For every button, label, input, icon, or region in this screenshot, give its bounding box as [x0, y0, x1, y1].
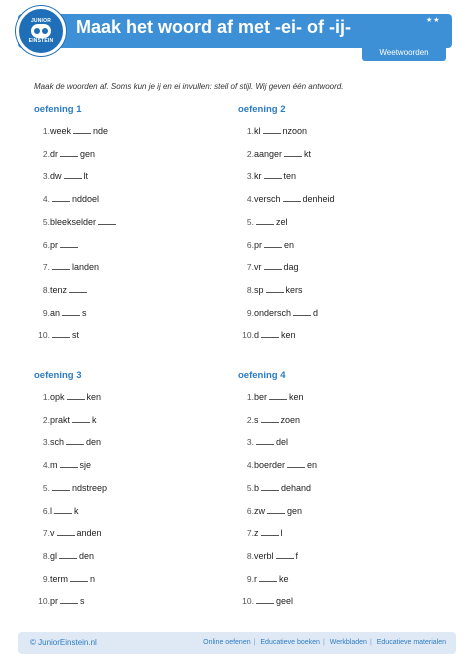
- fill-in-blank[interactable]: [293, 308, 311, 316]
- item-word: [254, 285, 303, 295]
- item-number: 3.: [246, 171, 254, 182]
- exercise-item: [238, 573, 289, 588]
- fill-in-blank[interactable]: [283, 194, 301, 202]
- exercise-title: oefening 2: [238, 104, 286, 115]
- exercise-item: [238, 528, 283, 542]
- item-number: 8.: [246, 550, 254, 561]
- word-prefix: bleekselder: [50, 216, 97, 227]
- exercise-title: oefening 4: [238, 370, 286, 381]
- item-word: [254, 217, 288, 227]
- word-suffix: n: [90, 573, 96, 584]
- word-prefix: tenz: [50, 284, 68, 295]
- word-suffix: ndstreep: [72, 482, 108, 493]
- fill-in-blank[interactable]: [98, 217, 116, 225]
- item-word: [254, 460, 317, 470]
- word-prefix: kr: [254, 171, 262, 182]
- exercise-item: [238, 284, 303, 299]
- exercise-item: [238, 307, 319, 322]
- exercise-item: [238, 550, 299, 565]
- word-suffix: k: [92, 414, 97, 425]
- exercise-item: [238, 171, 297, 185]
- fill-in-blank[interactable]: [60, 596, 78, 604]
- footer-links: Online oefenen | Educatieve boeken | Werkbladen | Educatieve materialen: [203, 639, 446, 646]
- item-number: 7.: [42, 528, 50, 539]
- word-suffix: landen: [72, 262, 100, 273]
- item-number: 5.: [42, 216, 50, 227]
- item-number: 7.: [42, 262, 50, 273]
- word-prefix: b: [254, 482, 260, 493]
- word-suffix: geel: [276, 596, 294, 607]
- exercise-item: [238, 596, 294, 610]
- word-suffix: zoen: [280, 414, 301, 425]
- fill-in-blank[interactable]: [62, 308, 80, 316]
- fill-in-blank[interactable]: [59, 551, 77, 559]
- fill-in-blank[interactable]: [287, 460, 305, 468]
- fill-in-blank[interactable]: [261, 415, 279, 423]
- word-prefix: m: [50, 460, 58, 471]
- item-number: 10.: [242, 330, 254, 341]
- item-word: [50, 330, 79, 340]
- word-suffix: gen: [80, 148, 96, 159]
- word-suffix: en: [307, 460, 318, 471]
- exercise-title: oefening 1: [34, 104, 82, 115]
- fill-in-blank[interactable]: [52, 330, 70, 338]
- fill-in-blank[interactable]: [60, 240, 78, 248]
- exercise-item: [34, 550, 95, 565]
- word-prefix: kl: [254, 126, 261, 136]
- exercise-item: [34, 482, 108, 497]
- item-number: 3.: [42, 437, 50, 448]
- item-number: 9.: [246, 573, 254, 584]
- word-prefix: an: [50, 307, 61, 318]
- fill-in-blank[interactable]: [52, 262, 70, 270]
- word-prefix: boerder: [254, 460, 286, 471]
- word-prefix: prakt: [50, 414, 71, 425]
- word-prefix: ber: [254, 392, 268, 402]
- word-suffix: den: [86, 437, 102, 448]
- item-number: 10.: [242, 596, 254, 607]
- item-word: [50, 194, 99, 204]
- item-number: 5.: [246, 482, 254, 493]
- item-number: 1.: [246, 126, 254, 136]
- item-word: [50, 415, 97, 425]
- fill-in-blank[interactable]: [73, 126, 91, 134]
- item-number: 9.: [246, 307, 254, 318]
- item-number: 6.: [246, 239, 254, 250]
- category-tag: Weetwoorden: [362, 43, 446, 61]
- word-prefix: l: [50, 505, 52, 516]
- item-word: [50, 437, 101, 447]
- exercise-item: [34, 194, 100, 208]
- exercise-item: [34, 148, 96, 163]
- word-prefix: sch: [50, 437, 65, 448]
- fill-in-blank[interactable]: [259, 574, 277, 582]
- exercise-item: [34, 126, 109, 140]
- item-word: [254, 437, 288, 447]
- word-suffix: ken: [86, 392, 102, 402]
- word-prefix: dr: [50, 148, 59, 159]
- item-word: [50, 506, 79, 516]
- exercise-item: [238, 148, 312, 163]
- footer-link-online-oefenen[interactable]: Online oefenen: [203, 639, 251, 646]
- item-number: 4.: [246, 194, 254, 205]
- logo-text-bottom: EINSTEIN: [28, 38, 54, 44]
- footer: [18, 632, 456, 654]
- exercise-item: [238, 482, 312, 497]
- item-word: [50, 596, 85, 606]
- fill-in-blank[interactable]: [64, 171, 82, 179]
- word-suffix: zel: [276, 216, 288, 227]
- item-word: [254, 171, 296, 181]
- item-word: [254, 330, 296, 340]
- exercise-item: [238, 414, 301, 429]
- word-prefix: vr: [254, 262, 262, 273]
- fill-in-blank[interactable]: [72, 415, 90, 423]
- fill-in-blank[interactable]: [52, 194, 70, 202]
- fill-in-blank[interactable]: [60, 460, 78, 468]
- item-word: [50, 551, 94, 561]
- exercise-item: [34, 284, 68, 299]
- footer-link-educatieve-boeken[interactable]: Educatieve boeken: [260, 639, 320, 646]
- exercise-title: oefening 3: [34, 370, 82, 381]
- word-suffix: kt: [304, 148, 312, 159]
- fill-in-blank[interactable]: [266, 285, 284, 293]
- item-number: 2.: [246, 148, 254, 159]
- item-number: 7.: [246, 262, 254, 273]
- item-word: [50, 262, 99, 272]
- fill-in-blank[interactable]: [264, 240, 282, 248]
- word-prefix: aanger: [254, 148, 283, 159]
- word-suffix: ken: [281, 330, 296, 341]
- item-number: 1.: [42, 126, 50, 136]
- word-prefix: verbl: [254, 550, 274, 561]
- footer-site-link[interactable]: © JuniorEinstein.nl: [30, 638, 97, 647]
- item-word: [50, 574, 95, 584]
- item-number: 1.: [246, 392, 254, 402]
- exercise-item: [34, 216, 97, 231]
- word-suffix: nzoon: [282, 126, 308, 136]
- item-word: [254, 528, 283, 538]
- item-word: [50, 308, 87, 318]
- word-suffix: lt: [83, 171, 89, 182]
- exercise-item: [238, 330, 296, 344]
- exercise-item: [34, 330, 80, 344]
- item-word: [50, 392, 101, 402]
- exercise-item: [34, 307, 87, 322]
- exercise-item: [34, 171, 89, 185]
- exercise-item: [34, 505, 79, 520]
- word-suffix: f: [295, 550, 299, 561]
- word-prefix: opk: [50, 392, 65, 402]
- exercise-item: [34, 528, 102, 542]
- word-suffix: sje: [79, 460, 92, 471]
- exercise-item: [34, 437, 102, 451]
- item-word: [254, 415, 300, 425]
- item-word: [254, 126, 307, 136]
- word-prefix: sp: [254, 284, 264, 295]
- fill-in-blank[interactable]: [69, 285, 87, 293]
- fill-in-blank[interactable]: [276, 551, 294, 559]
- word-suffix: gen: [287, 505, 303, 516]
- item-number: 4.: [42, 194, 50, 205]
- word-suffix: dehand: [281, 482, 312, 493]
- exercise-item: [238, 216, 288, 231]
- fill-in-blank[interactable]: [261, 528, 279, 536]
- item-word: [50, 528, 102, 538]
- item-number: 9.: [42, 573, 50, 584]
- fill-in-blank[interactable]: [256, 217, 274, 225]
- fill-in-blank[interactable]: [267, 506, 285, 514]
- fill-in-blank[interactable]: [70, 574, 88, 582]
- item-number: 5.: [246, 216, 254, 227]
- word-prefix: dw: [50, 171, 62, 182]
- star-rating-icon: ★★: [426, 17, 441, 24]
- item-word: [50, 285, 89, 295]
- word-suffix: ken: [289, 392, 304, 402]
- word-prefix: zw: [254, 505, 265, 516]
- word-prefix: z: [254, 528, 259, 539]
- word-suffix: d: [313, 307, 319, 318]
- item-number: 9.: [42, 307, 50, 318]
- item-number: 8.: [42, 550, 50, 561]
- item-number: 4.: [246, 460, 254, 471]
- item-word: [50, 126, 108, 136]
- word-prefix: r: [254, 573, 257, 584]
- item-number: 3.: [42, 171, 50, 182]
- word-suffix: l: [280, 528, 283, 539]
- exercise-3: [34, 370, 234, 607]
- word-suffix: en: [284, 239, 295, 250]
- exercise-item: [34, 573, 96, 588]
- word-prefix: versch: [254, 194, 281, 205]
- fill-in-blank[interactable]: [256, 437, 274, 445]
- word-suffix: denheid: [302, 194, 335, 205]
- item-word: [254, 392, 304, 402]
- word-suffix: kers: [285, 284, 303, 295]
- item-number: 10.: [38, 596, 50, 607]
- word-suffix: st: [72, 330, 80, 341]
- exercise-item: [238, 437, 289, 451]
- word-prefix: pr: [50, 596, 59, 607]
- word-suffix: k: [74, 505, 79, 516]
- word-prefix: gl: [50, 550, 58, 561]
- word-prefix: s: [254, 414, 259, 425]
- item-number: 3.: [246, 437, 254, 448]
- item-word: [254, 262, 299, 272]
- item-number: 8.: [246, 284, 254, 295]
- item-number: 4.: [42, 460, 50, 471]
- fill-in-blank[interactable]: [284, 149, 302, 157]
- junior-einstein-logo: [16, 6, 66, 56]
- item-number: 2.: [246, 414, 254, 425]
- fill-in-blank[interactable]: [263, 126, 281, 134]
- exercise-2: [238, 104, 438, 341]
- word-suffix: nddoel: [72, 194, 100, 205]
- exercise-item: [238, 239, 295, 254]
- word-suffix: s: [82, 307, 87, 318]
- item-number: 7.: [246, 528, 254, 539]
- word-prefix: d: [254, 330, 260, 341]
- item-number: 10.: [38, 330, 50, 341]
- exercise-item: [34, 596, 85, 610]
- exercise-item: [238, 194, 335, 208]
- item-word: [254, 574, 289, 584]
- exercise-item: [238, 460, 318, 474]
- instructions-text: Maak de woorden af. Soms kun je ij en ei invullen: steil of stijl. Wij geven één antwoord.: [34, 82, 344, 91]
- item-word: [50, 240, 80, 250]
- word-suffix: den: [79, 550, 95, 561]
- item-word: [254, 596, 293, 606]
- exercise-item: [34, 392, 102, 406]
- word-prefix: pr: [50, 239, 59, 250]
- footer-link-educatieve-materialen[interactable]: Educatieve materialen: [376, 639, 446, 646]
- word-suffix: anden: [76, 528, 102, 539]
- item-number: 1.: [42, 392, 50, 402]
- fill-in-blank[interactable]: [52, 483, 70, 491]
- item-number: 6.: [42, 505, 50, 516]
- exercise-item: [34, 414, 97, 429]
- fill-in-blank[interactable]: [66, 437, 84, 445]
- item-word: [254, 483, 311, 493]
- exercise-1: [34, 104, 234, 341]
- exercise-item: [238, 262, 299, 276]
- item-word: [254, 149, 311, 159]
- footer-link-werkbladen[interactable]: Werkbladen: [329, 639, 367, 646]
- logo-text-top: JUNIOR: [30, 18, 52, 24]
- item-word: [50, 217, 118, 227]
- word-suffix: ke: [279, 573, 289, 584]
- word-suffix: s: [80, 596, 85, 607]
- item-word: [254, 506, 302, 516]
- item-number: 5.: [42, 482, 50, 493]
- fill-in-blank[interactable]: [264, 171, 282, 179]
- item-word: [50, 460, 91, 470]
- exercise-4: [238, 370, 438, 607]
- logo-face-icon: [31, 24, 51, 38]
- item-word: [50, 149, 95, 159]
- exercise-item: [34, 239, 59, 254]
- word-prefix: term: [50, 573, 68, 584]
- exercise-item: [238, 392, 304, 406]
- fill-in-blank[interactable]: [54, 506, 72, 514]
- item-number: 8.: [42, 284, 50, 295]
- exercise-item: [34, 460, 92, 474]
- word-prefix: pr: [254, 239, 263, 250]
- word-suffix: del: [276, 437, 289, 448]
- exercise-item: [238, 505, 303, 520]
- word-suffix: nde: [93, 126, 109, 136]
- fill-in-blank[interactable]: [57, 528, 75, 536]
- item-word: [254, 308, 318, 318]
- fill-in-blank[interactable]: [269, 392, 287, 400]
- word-suffix: dag: [283, 262, 299, 273]
- item-word: [254, 551, 298, 561]
- word-prefix: week: [50, 126, 72, 136]
- item-number: 2.: [42, 414, 50, 425]
- word-prefix: v: [50, 528, 55, 539]
- fill-in-blank[interactable]: [264, 262, 282, 270]
- item-number: 6.: [246, 505, 254, 516]
- item-word: [50, 483, 107, 493]
- word-prefix: ondersch: [254, 307, 292, 318]
- fill-in-blank[interactable]: [256, 596, 274, 604]
- item-word: [50, 171, 88, 181]
- exercise-item: [238, 126, 308, 140]
- page-title: Maak het woord af met -ei- of -ij-: [76, 17, 352, 37]
- fill-in-blank[interactable]: [60, 149, 78, 157]
- exercise-item: [34, 262, 100, 276]
- fill-in-blank[interactable]: [261, 330, 279, 338]
- item-word: [254, 194, 335, 204]
- fill-in-blank[interactable]: [261, 483, 279, 491]
- word-suffix: ten: [283, 171, 297, 182]
- fill-in-blank[interactable]: [67, 392, 85, 400]
- item-number: 2.: [42, 148, 50, 159]
- item-word: [254, 240, 294, 250]
- item-number: 6.: [42, 239, 50, 250]
